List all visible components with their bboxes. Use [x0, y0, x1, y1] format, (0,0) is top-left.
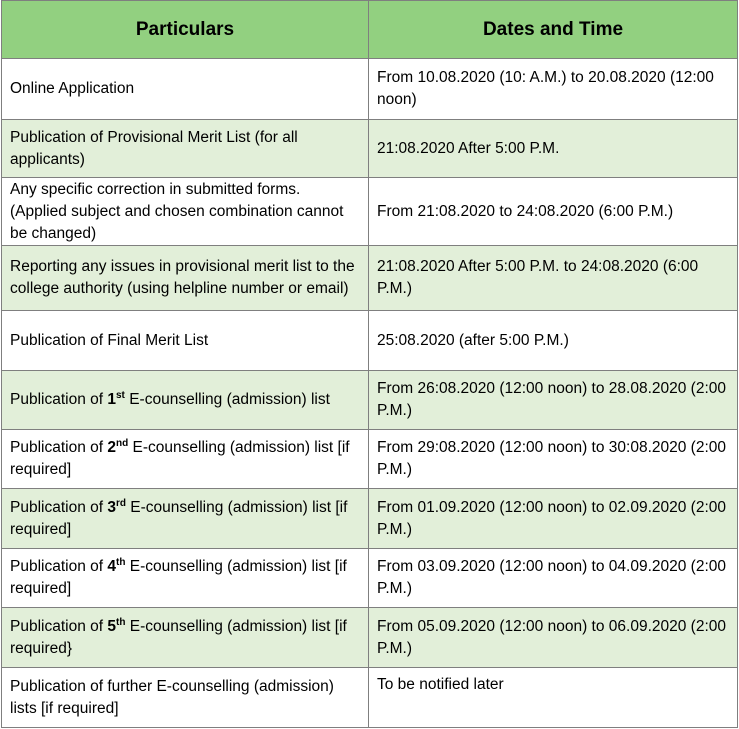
table-row [2, 311, 738, 371]
ordinal-number: 3 [107, 498, 116, 516]
table-row [2, 120, 738, 178]
particular-prefix: Publication of [10, 558, 108, 575]
ordinal [107, 439, 128, 456]
particular-cell: Any specific correction in submitted forms. (Applied subject and chosen combination cannot be changed) [2, 178, 369, 246]
particular-suffix: E-counselling (admission) list [124, 391, 330, 408]
ordinal-number: 1 [107, 391, 116, 408]
particular-suffix: E-counselling (admission) list [if required] [10, 558, 347, 597]
ordinal-suffix: nd [116, 437, 129, 449]
date-cell: From 21:08.2020 to 24:08.2020 (6:00 P.M.) [369, 178, 738, 246]
table-row [2, 246, 738, 311]
table-row [2, 371, 738, 430]
table-row [2, 59, 738, 120]
ordinal [107, 558, 125, 575]
header-row [2, 1, 738, 59]
particular-cell [2, 430, 369, 489]
particular-cell [2, 371, 369, 430]
particular-cell [2, 608, 369, 668]
table-row [2, 608, 738, 668]
date-cell: From 05.09.2020 (12:00 noon) to 06.09.2020 (2:00 P.M.) [369, 608, 738, 668]
schedule-table [1, 0, 738, 728]
ordinal-suffix: rd [116, 497, 126, 509]
ordinal-suffix: th [116, 556, 126, 568]
particular-cell [2, 489, 369, 549]
ordinal [107, 499, 126, 516]
date-cell: From 29:08.2020 (12:00 noon) to 30:08.2020 (2:00 P.M.) [369, 430, 738, 489]
ordinal-number: 4 [107, 558, 116, 575]
ordinal-number: 5 [107, 617, 116, 635]
date-cell: From 10.08.2020 (10: A.M.) to 20.08.2020 (12:00 noon) [369, 59, 738, 120]
date-cell: From 26:08.2020 (12:00 noon) to 28.08.2020 (2:00 P.M.) [369, 371, 738, 430]
header-dates: Dates and Time [369, 1, 738, 59]
ordinal [107, 618, 125, 635]
table-row [2, 489, 738, 549]
particular-cell: Publication of Final Merit List [2, 311, 369, 371]
ordinal-suffix: st [116, 389, 125, 401]
ordinal [107, 391, 125, 408]
particular-cell: Publication of Provisional Merit List (for all applicants) [2, 120, 369, 178]
particular-suffix: E-counselling (admission) list [if required] [10, 498, 348, 538]
table-row [2, 178, 738, 246]
date-cell: 21:08.2020 After 5:00 P.M. [369, 120, 738, 178]
ordinal-number: 2 [107, 439, 116, 456]
table-row [2, 549, 738, 608]
date-cell: 21:08.2020 After 5:00 P.M. to 24:08.2020 (6:00 P.M.) [369, 246, 738, 311]
particular-cell [2, 549, 369, 608]
particular-cell: Reporting any issues in provisional merit list to the college authority (using helpline number or email) [2, 246, 369, 311]
header-particulars: Particulars [2, 1, 369, 59]
particular-prefix: Publication of [10, 617, 108, 635]
table-row [2, 430, 738, 489]
particular-cell: Publication of further E-counselling (admission) lists [if required] [2, 668, 369, 728]
date-cell: From 01.09.2020 (12:00 noon) to 02.09.2020 (2:00 P.M.) [369, 489, 738, 549]
ordinal-suffix: th [116, 616, 126, 628]
particular-suffix: E-counselling (admission) list [if required} [10, 617, 347, 657]
particular-cell: Online Application [2, 59, 369, 120]
particular-prefix: Publication of [10, 439, 108, 456]
date-cell: 25:08.2020 (after 5:00 P.M.) [369, 311, 738, 371]
particular-prefix: Publication of [10, 498, 108, 516]
particular-prefix: Publication of [10, 391, 108, 408]
date-cell: To be notified later [369, 668, 738, 728]
particular-suffix: E-counselling (admission) list [if required] [10, 439, 350, 478]
date-cell: From 03.09.2020 (12:00 noon) to 04.09.2020 (2:00 P.M.) [369, 549, 738, 608]
table-row [2, 668, 738, 728]
